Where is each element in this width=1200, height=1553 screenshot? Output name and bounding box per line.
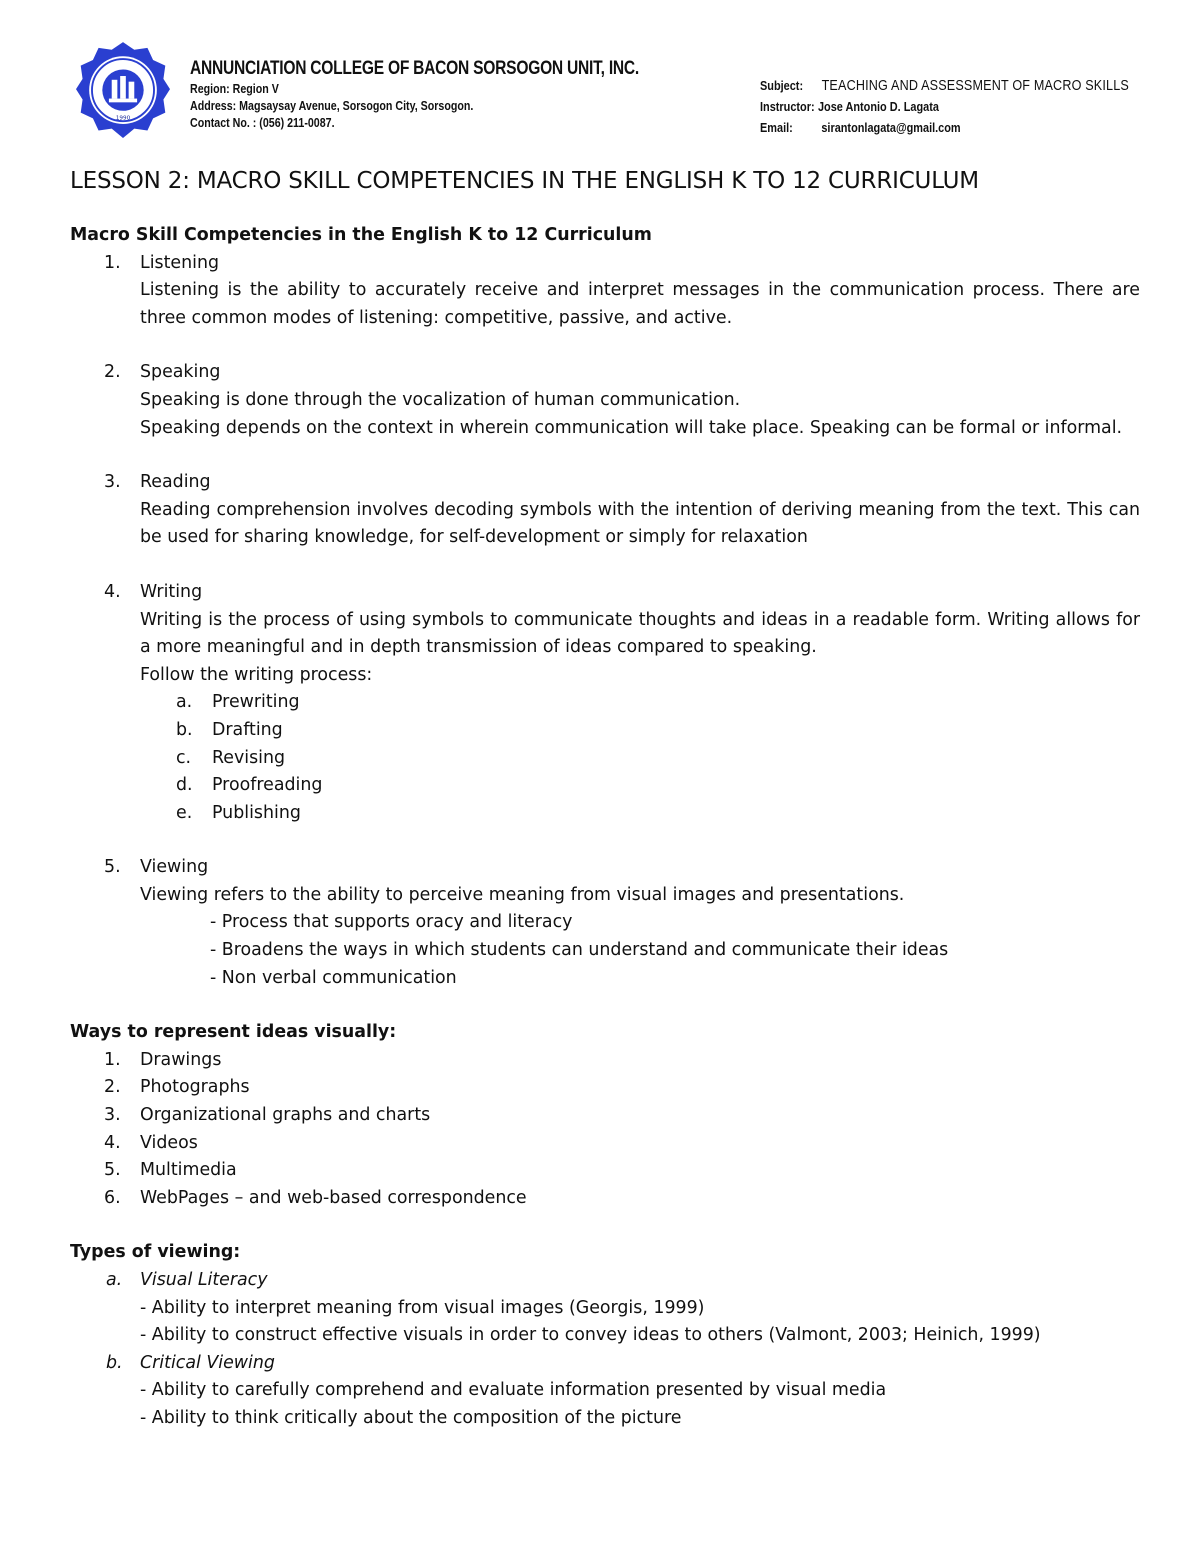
sub-item: [140, 745, 1140, 773]
subject-row: [760, 75, 1129, 96]
item-number: 1.: [104, 1049, 121, 1070]
section-heading-types: Types of viewing:: [70, 1242, 241, 1263]
item-number: 4.: [104, 581, 121, 602]
item-description: Viewing refers to the ability to perceive meaning from visual images and presentations.: [140, 884, 905, 905]
competency-item: [70, 854, 1140, 992]
dash-point: - Ability to interpret meaning from visual images (Georgis, 1999): [140, 1297, 705, 1318]
lesson-title: LESSON 2: MACRO SKILL COMPETENCIES IN THE ENGLISH K TO 12 CURRICULUM: [70, 168, 979, 194]
viewing-type: [70, 1267, 1140, 1350]
sub-item-text: Publishing: [212, 802, 301, 823]
item-text: Multimedia: [140, 1160, 237, 1181]
item-text: Drawings: [140, 1049, 222, 1070]
item-title: Viewing: [140, 857, 209, 878]
item-description: Writing is the process of using symbols to communicate thoughts and ideas in a readable form. Writing allows for a more meaningful and in depth transmission of ideas compared to speaking.: [140, 609, 1140, 658]
item-description: Speaking depends on the context in wherein communication will take place. Speaking can be formal or informal.: [140, 417, 1123, 438]
item-description: Listening is the ability to accurately receive and interpret messages in the communication process. There are three common modes of listening: competitive, passive, and active.: [140, 280, 1140, 328]
item-number: 2.: [104, 362, 121, 383]
list-item: [70, 1074, 1140, 1102]
letterhead: [72, 40, 1132, 150]
item-title: Writing: [140, 581, 203, 602]
dash-point: - Ability to construct effective visuals in order to convey ideas to others (Valmont, 2003; Heinich, 1999): [140, 1325, 1041, 1346]
item-title: Reading: [140, 472, 211, 493]
email-value: sirantonlagata@gmail.com: [821, 120, 961, 135]
item-title: Speaking: [140, 362, 221, 383]
item-number: 6.: [104, 1187, 121, 1208]
item-letter: b.: [106, 1352, 123, 1373]
item-text: WebPages – and web-based correspondence: [140, 1187, 527, 1208]
item-text: Videos: [140, 1132, 198, 1153]
viewing-type-title: Visual Literacy: [140, 1270, 268, 1290]
college-seal-icon: [76, 40, 170, 144]
section-heading-competencies: Macro Skill Competencies in the English K to 12 Curriculum: [70, 225, 652, 245]
dash-point: - Process that supports oracy and literacy: [210, 912, 573, 933]
instructor-value: Jose Antonio D. Lagata: [817, 99, 939, 114]
item-text: Photographs: [140, 1077, 250, 1098]
course-meta: [760, 75, 1199, 138]
item-number: 1.: [104, 252, 121, 273]
sub-item-text: Prewriting: [212, 692, 300, 713]
institution-region: Region: Region V: [190, 81, 279, 96]
instructor-label: Instructor:: [760, 99, 815, 114]
dash-point: - Ability to carefully comprehend and evaluate information presented by visual media: [140, 1380, 887, 1401]
sub-item: [140, 689, 1140, 717]
item-number: 3.: [104, 1105, 121, 1126]
viewing-type-title: Critical Viewing: [140, 1352, 275, 1373]
list-item: [70, 1102, 1140, 1130]
sub-item-letter: c.: [176, 747, 192, 768]
dash-point: - Broadens the ways in which students can understand and communicate their ideas: [210, 940, 949, 961]
sub-item-text: Drafting: [212, 719, 283, 740]
instructor-row: [760, 96, 1129, 117]
item-number: 5.: [104, 857, 121, 878]
item-text: Organizational graphs and charts: [140, 1105, 431, 1126]
list-item: [70, 1130, 1140, 1158]
institution-name: ANNUNCIATION COLLEGE OF BACON SORSOGON UNIT, INC.: [190, 58, 640, 79]
item-description: Reading comprehension involves decoding symbols with the intention of deriving meaning from the text. This can be used for sharing knowledge, for self-development or simply for relaxation: [140, 499, 1140, 548]
competency-item: [70, 579, 1140, 827]
section-heading-ways: Ways to represent ideas visually:: [70, 1022, 397, 1043]
sub-item: [140, 772, 1140, 800]
sub-item: [140, 800, 1140, 828]
viewing-type: [70, 1350, 1140, 1433]
item-description: Follow the writing process:: [140, 664, 373, 685]
sub-item-letter: e.: [176, 802, 193, 823]
dash-point: - Non verbal communication: [210, 967, 457, 988]
institution-contact: Contact No. : (056) 211-0087.: [190, 115, 335, 130]
item-letter: a.: [106, 1270, 123, 1290]
item-number: 2.: [104, 1077, 121, 1098]
list-item: [70, 1157, 1140, 1185]
competency-item: [70, 359, 1140, 442]
item-description: Speaking is done through the vocalization of human communication.: [140, 389, 741, 410]
institution-address: Address: Magsaysay Avenue, Sorsogon City, Sorsogon.: [190, 98, 474, 113]
institution-block: [190, 58, 738, 131]
sub-item: [140, 717, 1140, 745]
competency-item: [70, 469, 1140, 552]
item-number: 5.: [104, 1160, 121, 1181]
dash-point: - Ability to think critically about the composition of the picture: [140, 1407, 682, 1428]
sub-item-letter: d.: [176, 775, 193, 796]
email-row: [760, 117, 1129, 138]
email-label: Email:: [760, 120, 793, 135]
lesson-content: [70, 222, 1140, 1433]
sub-item-text: Revising: [212, 747, 286, 768]
subject-value: TEACHING AND ASSESSMENT OF MACRO SKILLS: [821, 77, 1129, 94]
seal-year: 1990: [115, 115, 131, 122]
item-number: 4.: [104, 1132, 121, 1153]
list-item: [70, 1047, 1140, 1075]
subject-label: Subject:: [760, 78, 804, 93]
item-number: 3.: [104, 472, 121, 493]
sub-item-letter: b.: [176, 719, 193, 740]
item-title: Listening: [140, 252, 220, 273]
competency-item: [70, 250, 1140, 333]
list-item: [70, 1185, 1140, 1213]
sub-item-letter: a.: [176, 692, 193, 713]
sub-item-text: Proofreading: [212, 775, 323, 796]
